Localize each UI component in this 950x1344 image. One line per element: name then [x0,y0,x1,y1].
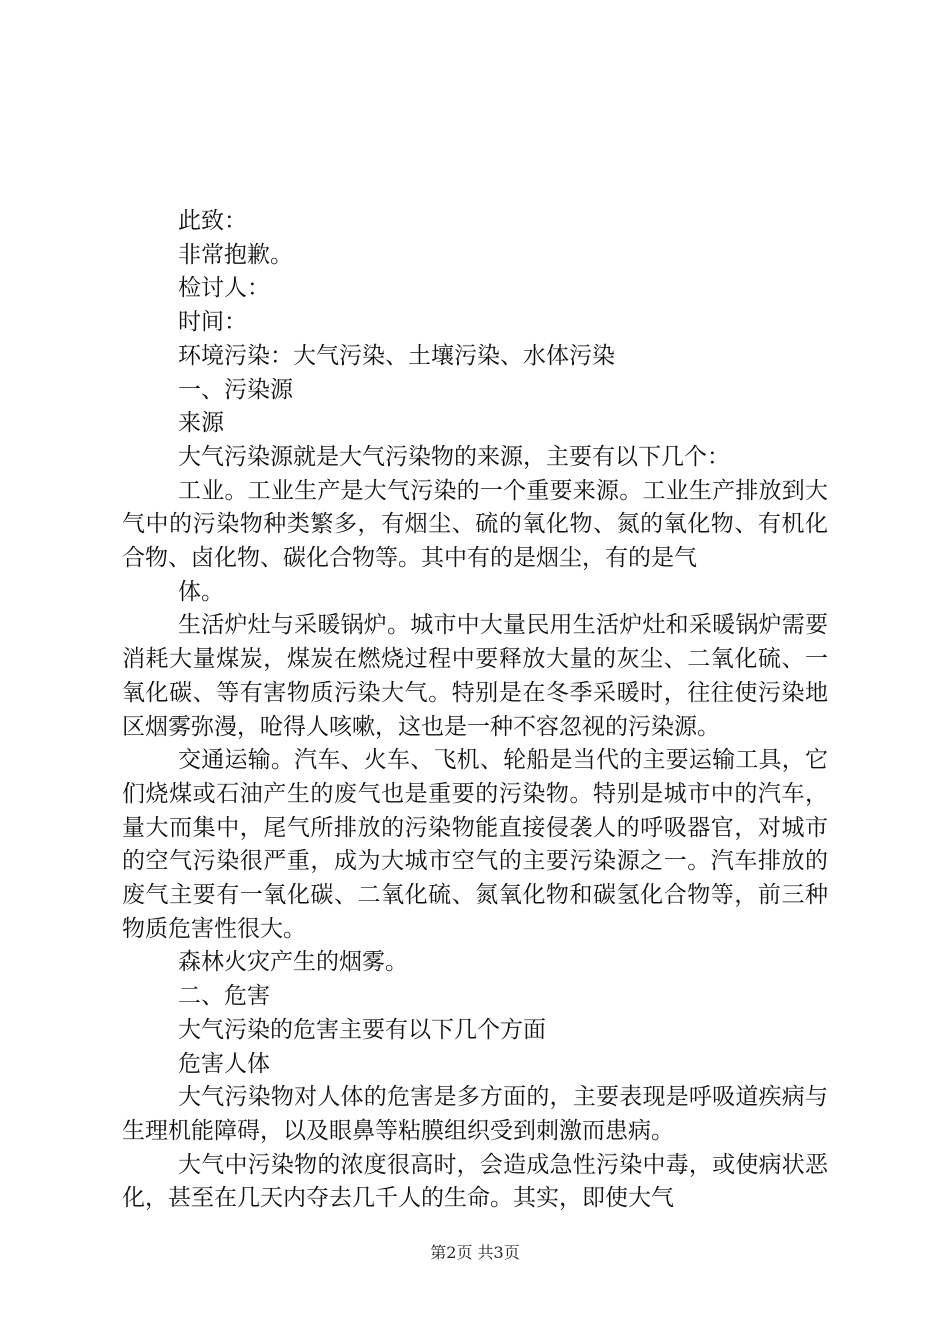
closing-salutation: 此致： [178,208,247,234]
page-number: 第2页 共3页 [430,1243,520,1262]
paragraph-acute: 大气中污染物的浓度很高时，会造成急性污染中毒，或使病状恶化，甚至在几天内夺去几千人的生命。其实，即使大气 [122,1151,828,1212]
heading-harm: 二、危害 [178,983,270,1010]
paragraph-transport: 交通运输。汽车、火车、飞机、轮船是当代的主要运输工具，它们烧煤或石油产生的废气也是重要的污染物。特别是城市中的汽车，量大而集中，尾气所排放的污染物能直接侵袭人的呼吸器官，对城市的空气污染很严重，成为大城市空气的主要污染源之一。汽车排放的废气主要有一氧化碳、二氧化硫、氮氧化物和碳氢化合物等，前三种物质危害性很大。 [122,747,828,942]
heading-origin: 来源 [178,410,224,437]
closing-apology: 非常抱歉。 [178,241,293,268]
intro-sources: 大气污染源就是大气污染物的来源，主要有以下几个： [178,443,730,470]
section-title: 环境污染：大气污染、土壤污染、水体污染 [178,342,615,369]
heading-sources: 一、污染源 [178,376,293,403]
document-body [122,205,828,1216]
paragraph-industry-tail: 体。 [178,578,224,605]
paragraph-industry: 工业。工业生产是大气污染的一个重要来源。工业生产排放到大气中的污染物种类繁多，有烟尘、硫的氧化物、氮的氧化物、有机化合物、卤化物、碳化合物等。其中有的是烟尘，有的是气 [122,477,828,572]
paragraph-forest: 森林火灾产生的烟雾。 [178,949,408,976]
paragraph-heating: 生活炉灶与采暖锅炉。城市中大量民用生活炉灶和采暖锅炉需要消耗大量煤炭，煤炭在燃烧过程中要释放大量的灰尘、二氧化硫、一氧化碳、等有害物质污染大气。特别是在冬季采暖时，往往使污染地区烟雾弥漫，呛得人咳嗽，这也是一种不容忽视的污染源。 [122,612,828,740]
closing-reviewer: 检讨人： [178,275,270,302]
intro-harm: 大气污染的危害主要有以下几个方面 [178,1016,546,1043]
page-footer [0,1243,950,1263]
paragraph-human: 大气污染物对人体的危害是多方面的，主要表现是呼吸道疾病与生理机能障碍，以及眼鼻等粘膜组织受到刺激而患病。 [122,1084,828,1144]
heading-human: 危害人体 [178,1050,270,1077]
closing-time: 时间： [178,309,247,336]
